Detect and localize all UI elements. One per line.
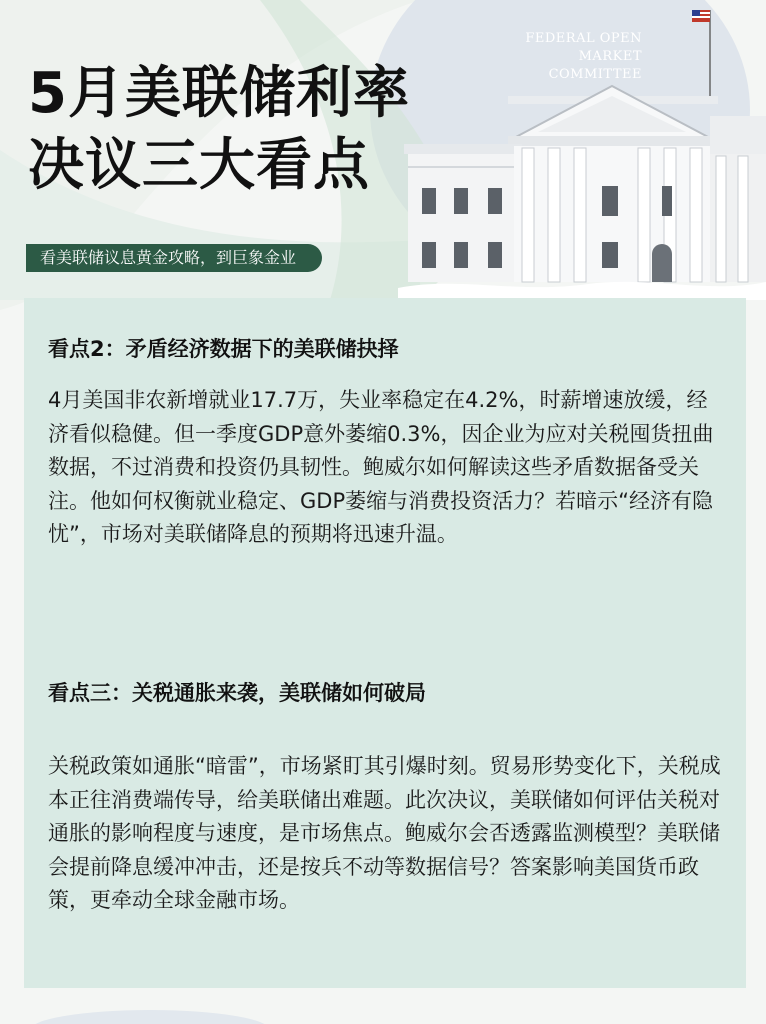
fomc-line: MARKET: [578, 49, 642, 64]
tagline-banner: 看美联储议息黄金攻略，到巨象金业: [26, 244, 322, 272]
fomc-line: COMMITTEE: [548, 67, 642, 82]
section-body: 4月美国非农新增就业17.7万，失业率稳定在4.2%，时薪增速放缓，经济看似稳健。但一季度GDP意外萎缩0.3%，因企业为应对关税囤货扭曲数据，不过消费和投资仍具韧性。鲍威尔如何解读这些矛盾数据备受关注。他如何权衡就业稳定、GDP萎缩与消费投资活力？若暗示“经济有隐忧”，市场对美联储降息的预期将迅速升温。: [48, 388, 714, 546]
fomc-label: [502, 30, 642, 84]
section-body: 关税政策如通胀“暗雷”，市场紧盯其引爆时刻。贸易形势变化下，关税成本正往消费端传导，给美联储出难题。此次决议，美联储如何评估关税对通胀的影响程度与速度，是市场焦点。鲍威尔会否透露监测模型？美联储会提前降息缓冲冲击，还是按兵不动等数据信号？答案影响美国货币政策，更牵动全球金融市场。: [48, 754, 721, 912]
page-title-line: 决议三大看点: [28, 133, 370, 198]
content-card: [24, 298, 746, 988]
section-title: 看点三：关税通胀来袭，美联储如何破局: [48, 681, 426, 705]
page-title-line: 5月美联储利率: [28, 61, 410, 126]
page-title: [28, 58, 410, 202]
section-title: 看点2：矛盾经济数据下的美联储抉择: [48, 337, 399, 361]
fomc-line: FEDERAL OPEN: [525, 31, 642, 46]
